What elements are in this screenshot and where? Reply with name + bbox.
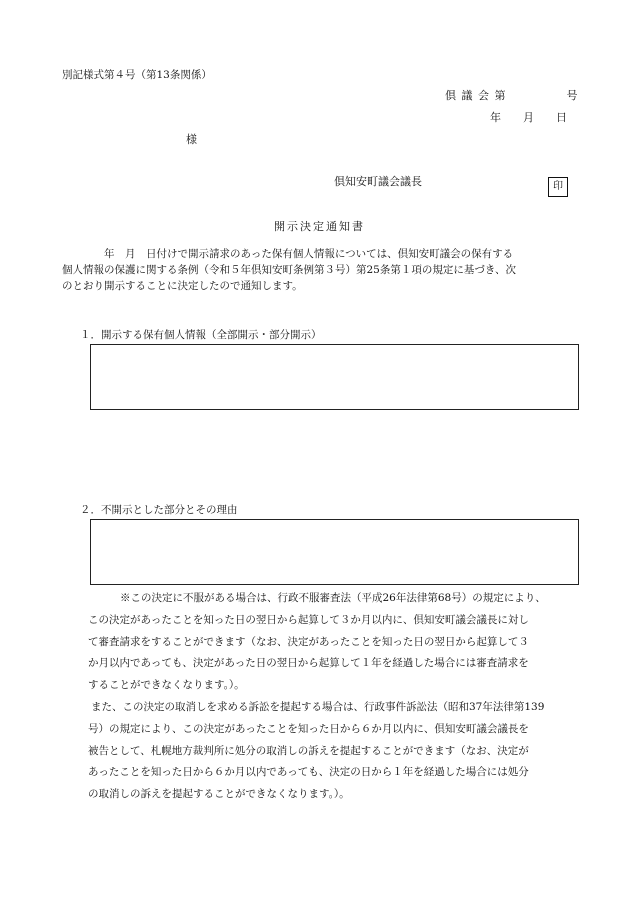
- notice-line: 号）の規定により、この決定があったことを知った日から６か月以内に、倶知安町議会議長を: [88, 722, 529, 735]
- appeal-notices: [88, 588, 583, 806]
- intro-line: 個人情報の保護に関する条例（令和５年倶知安町条例第３号）第25条第１項の規定に基づき、次: [62, 264, 516, 276]
- notice-line: また、この決定の取消しを求める訴訟を提起する場合は、行政事件訴訟法（昭和37年法律第139: [91, 700, 545, 713]
- section1-label: １．開示する保有個人情報（全部開示・部分開示）: [80, 329, 322, 341]
- notice-line: か月以内であっても、決定があった日の翌日から起算して１年を経過した場合には審査請求を: [88, 657, 529, 670]
- notice-line: の取消しの訴えを提起することができなくなります。）。: [88, 788, 350, 801]
- intro-line: 年 月 日付けで開示請求のあった保有個人情報については、倶知安町議会の保有する: [62, 248, 514, 260]
- notice-line: ※この決定に不服がある場合は、行政不服審査法（平成26年法律第68号）の規定により、: [120, 592, 546, 604]
- section2-label: ２．不開示とした部分とその理由: [80, 504, 238, 516]
- notice-line: この決定があったことを知った日の翌日から起算して３か月以内に、倶知安町議会議長に対し: [88, 613, 529, 626]
- addressee-suffix: 様: [186, 133, 197, 146]
- undisclosed-reason-box[interactable]: [90, 519, 579, 585]
- notice-line: することができなくなります。）。: [88, 679, 245, 692]
- date-line: 年 月 日: [490, 111, 567, 124]
- document-number: 倶 議 会 第 号: [445, 89, 579, 102]
- document-title: 開示決定通知書: [274, 220, 365, 233]
- intro-paragraph: [62, 246, 580, 294]
- disclosed-info-box[interactable]: [90, 344, 579, 410]
- form-number: 別記様式第４号（第13条関係）: [62, 69, 212, 81]
- notice-line: て審査請求をすることができます（なお、決定があったことを知った日の翌日から起算して３: [88, 635, 529, 648]
- seal-box: 印: [548, 177, 568, 197]
- sender-name: 倶知安町議会議長: [334, 175, 422, 188]
- intro-line: のとおり開示することに決定したので通知します。: [62, 280, 303, 292]
- notice-line: 被告として、札幌地方裁判所に処分の取消しの訴えを提起することができます（なお、決定が: [88, 744, 529, 757]
- notice-line: あったことを知った日から６か月以内であっても、決定の日から１年を経過した場合には処分: [88, 766, 529, 779]
